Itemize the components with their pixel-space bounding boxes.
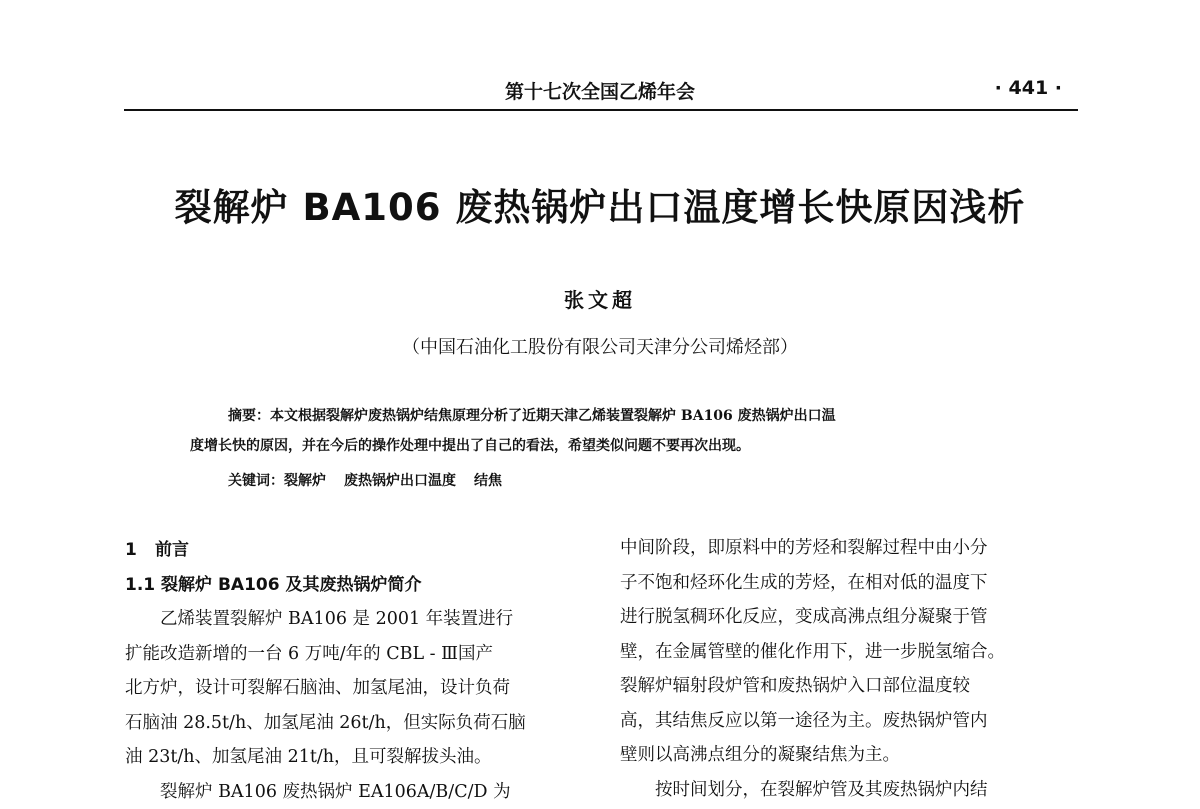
- body-line: 石脑油 28.5t/h、加氢尾油 26t/h，但实际负荷石脑: [125, 712, 526, 733]
- running-header: [0, 77, 1200, 103]
- author-affiliation: （中国石油化工股份有限公司天津分公司烯烃部）: [402, 337, 798, 358]
- section-title: 前言: [155, 540, 189, 560]
- abstract-line-2: 度增长快的原因，并在今后的操作处理中提出了自己的看法，希望类似问题不要再次出现。: [190, 438, 750, 454]
- keyword: 废热锅炉出口温度: [344, 473, 456, 489]
- left-column: [125, 533, 582, 809]
- subsection-title: 裂解炉 BA106 及其废热锅炉简介: [161, 574, 422, 595]
- body-line: 扩能改造新增的一台 6 万吨/年的 CBL - Ⅲ国产: [125, 643, 494, 664]
- header-rule: [124, 109, 1078, 111]
- keywords-label: 关键词：: [228, 473, 284, 489]
- author-name: 张文超: [564, 288, 636, 312]
- page-number: · 441 ·: [994, 77, 1062, 99]
- keywords: [190, 466, 1020, 496]
- body-line: 北方炉，设计可裂解石脑油、加氢尾油，设计负荷: [125, 678, 510, 698]
- abstract-line-1: [190, 401, 1020, 431]
- paper-title: 裂解炉 BA106 废热锅炉出口温度增长快原因浅析: [174, 186, 1026, 229]
- body-line: 乙烯装置裂解炉 BA106 是 2001 年装置进行: [160, 609, 514, 629]
- subsection-heading-1-1: [125, 568, 582, 603]
- keyword: 裂解炉: [284, 473, 326, 489]
- body-line: 高，其结焦反应以第一途径为主。废热锅炉管内: [620, 710, 988, 731]
- section-number: 1: [125, 540, 137, 560]
- abstract-text-1: 本文根据裂解炉废热锅炉结焦原理分析了近期天津乙烯装置裂解炉 BA106 废热锅炉出口温: [270, 408, 836, 424]
- body-line: 裂解炉 BA106 废热锅炉 EA106A/B/C/D 为: [160, 781, 511, 802]
- body-line: 中间阶段，即原料中的芳烃和裂解过程中由小分: [620, 538, 988, 558]
- abstract-label: 摘要：: [228, 408, 270, 424]
- section-heading-1: [125, 533, 582, 568]
- body-line: 壁，在金属管壁的催化作用下，进一步脱氢缩合。: [620, 641, 1005, 662]
- right-column: [620, 531, 1077, 807]
- subsection-number: 1.1: [125, 574, 156, 595]
- body-line: 壁则以高沸点组分的凝聚结焦为主。: [620, 745, 900, 765]
- abstract: [190, 401, 1020, 496]
- keyword: 结焦: [474, 473, 502, 489]
- body-line: 子不饱和烃环化生成的芳烃，在相对低的温度下: [620, 572, 988, 593]
- body-line: 进行脱氢稠环化反应，变成高沸点组分凝聚于管: [620, 607, 988, 627]
- running-title: 第十七次全国乙烯年会: [504, 81, 695, 103]
- body-line: 裂解炉辐射段炉管和废热锅炉入口部位温度较: [620, 676, 970, 696]
- body-line: 油 23t/h、加氢尾油 21t/h，且可裂解拔头油。: [125, 747, 492, 767]
- body-line: 按时间划分，在裂解炉管及其废热锅炉内结: [655, 779, 988, 800]
